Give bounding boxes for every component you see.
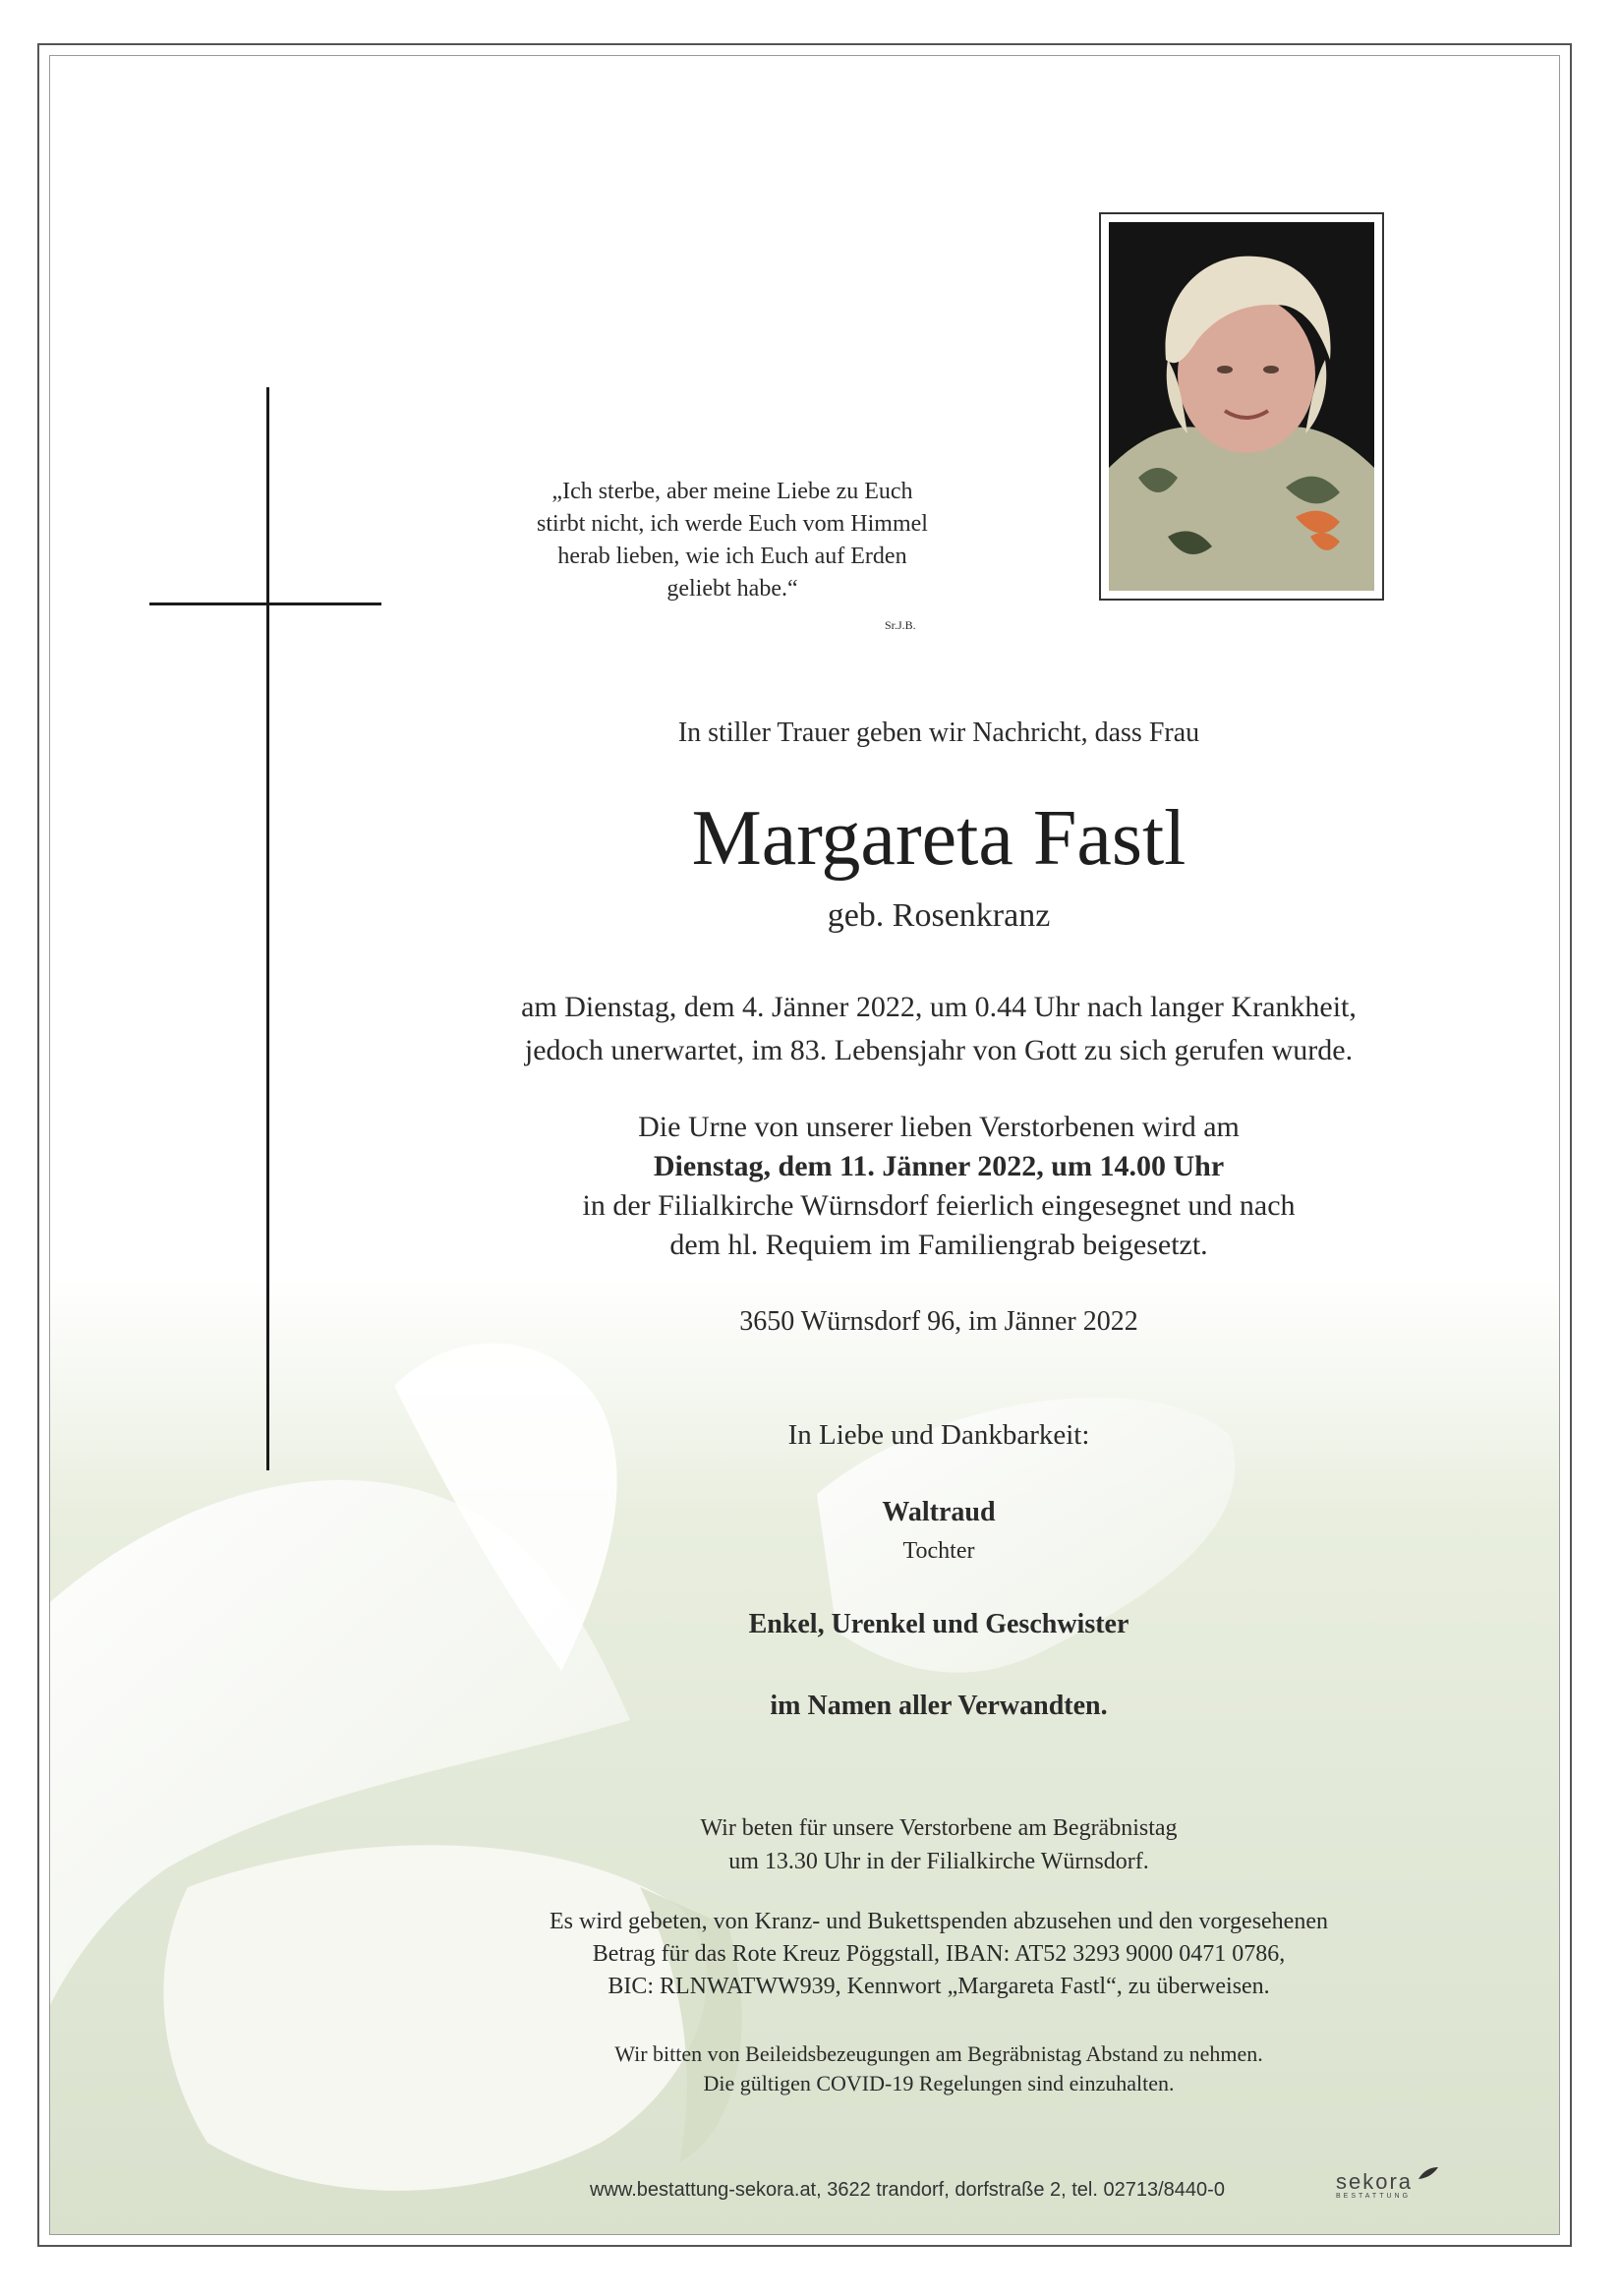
- place-date: 3650 Würnsdorf 96, im Jänner 2022: [739, 1306, 1138, 1337]
- intro-text: In stiller Trauer geben wir Nachricht, dass Frau: [677, 718, 1200, 748]
- love-gratitude: In Liebe und Dankbarkeit:: [787, 1419, 1090, 1451]
- leaf-icon: [1417, 2165, 1440, 2183]
- logo-word: sekora: [1336, 2169, 1414, 2194]
- cross-icon-horizontal: [149, 603, 381, 605]
- prayer-line: um 13.30 Uhr in der Filialkirche Würnsdorf.: [728, 1849, 1149, 1874]
- memorial-quote: [492, 476, 973, 605]
- death-announcement: [374, 986, 1504, 1072]
- quote-line: „Ich sterbe, aber meine Liebe zu Euch: [551, 479, 913, 504]
- family-member-role: Tochter: [902, 1538, 975, 1564]
- funeral-line: Die Urne von unserer lieben Verstorbenen wird am: [638, 1111, 1240, 1143]
- condolence-notice: [374, 2039, 1504, 2098]
- portrait-photo: [1109, 222, 1374, 591]
- donation-info: [374, 1906, 1504, 2003]
- notice-line: Wir bitten von Beileidsbezeugungen am Begräbnistag Abstand zu nehmen.: [614, 2041, 1263, 2066]
- family-grandchildren: Enkel, Urenkel und Geschwister: [748, 1609, 1129, 1639]
- quote-source: Sr.J.B.: [885, 618, 916, 632]
- quote-line: geliebt habe.“: [666, 576, 798, 602]
- deceased-name: Margareta Fastl: [691, 795, 1186, 882]
- birth-name: geb. Rosenkranz: [827, 897, 1051, 934]
- funeral-date: Dienstag, dem 11. Jänner 2022, um 14.00 Uhr: [653, 1150, 1225, 1182]
- sekora-logo: [1336, 2169, 1413, 2200]
- logo-subtitle: BESTATTUNG: [1336, 2193, 1412, 2200]
- death-line: am Dienstag, dem 4. Jänner 2022, um 0.44 Uhr nach langer Krankheit,: [521, 991, 1357, 1023]
- prayer-info: [374, 1811, 1504, 1878]
- donation-line: BIC: RLNWATWW939, Kennwort „Margareta Fastl“, zu überweisen.: [608, 1974, 1270, 1999]
- funeral-line: dem hl. Requiem im Familiengrab beigesetzt.: [669, 1229, 1208, 1261]
- donation-line: Betrag für das Rote Kreuz Pöggstall, IBAN: AT52 3293 9000 0471 0786,: [592, 1941, 1286, 1967]
- cross-icon-vertical: [266, 387, 269, 1470]
- funeral-line: in der Filialkirche Würnsdorf feierlich eingesegnet und nach: [582, 1189, 1296, 1222]
- footer-contact: www.bestattung-sekora.at, 3622 trandorf, dorfstraße 2, tel. 02713/8440-0: [590, 2179, 1225, 2201]
- family-relatives: im Namen aller Verwandten.: [770, 1691, 1108, 1721]
- portrait-photo-frame: [1099, 212, 1384, 601]
- prayer-line: Wir beten für unsere Verstorbene am Begräbnistag: [700, 1815, 1178, 1841]
- funeral-details: [374, 1108, 1504, 1265]
- quote-line: stirbt nicht, ich werde Euch vom Himmel: [537, 511, 928, 537]
- donation-line: Es wird gebeten, von Kranz- und Bukettspenden abzusehen und den vorgesehenen: [550, 1909, 1328, 1934]
- quote-line: herab lieben, wie ich Euch auf Erden: [557, 544, 907, 569]
- death-line: jedoch unerwartet, im 83. Lebensjahr von Gott zu sich gerufen wurde.: [524, 1034, 1354, 1066]
- family-member-name: Waltraud: [882, 1497, 996, 1527]
- notice-line: Die gültigen COVID-19 Regelungen sind einzuhalten.: [703, 2071, 1175, 2095]
